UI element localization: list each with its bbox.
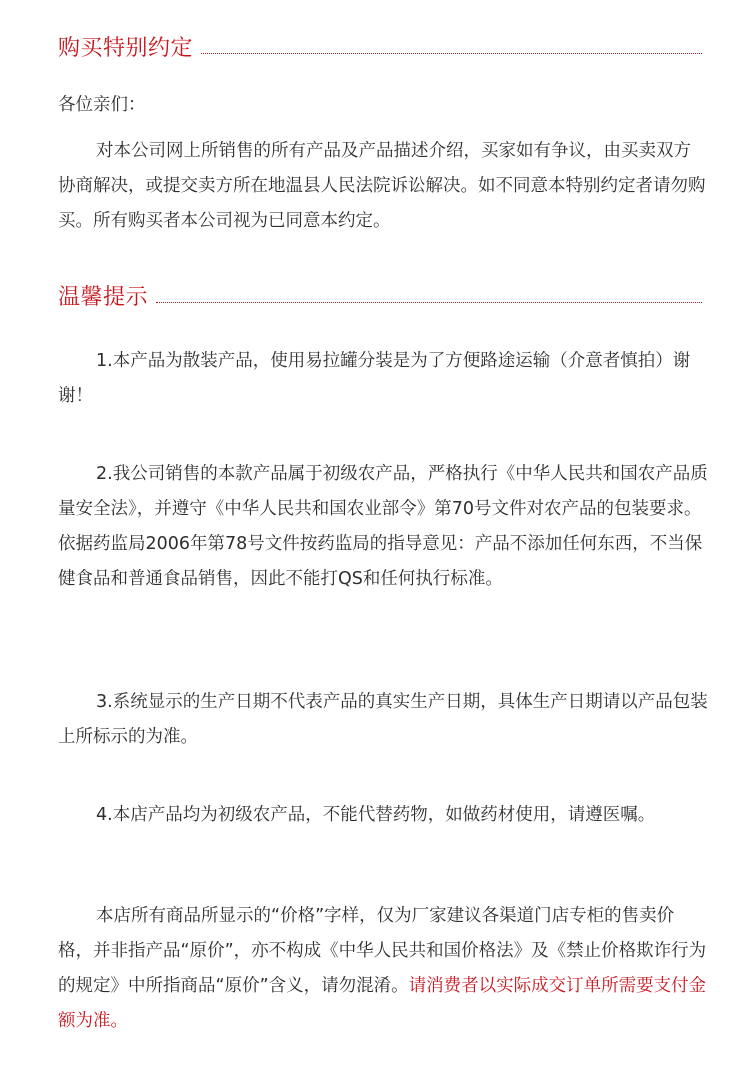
tips-header — [58, 283, 702, 313]
price-note-emphasis: 请消费者以实际成交订单所需要支付金额为准。 — [58, 976, 707, 1031]
tip-item-3: 3.系统显示的生产日期不代表产品的真实生产日期，具体生产日期请以产品包装上所标示的为准。 — [58, 692, 708, 747]
tip-item-4: 4.本店产品均为初级农产品，不能代替药物，如做药材使用，请遵医嘱。 — [96, 805, 656, 825]
tip-item-2: 2.我公司销售的本款产品属于初级农产品，严格执行《中华人民共和国农产品质量安全法》，并遵守《中华人民共和国农业部令》第70号文件对农产品的包装要求。依据药监局2006年第78号文件按药监局的指导意见：产品不添加任何东西，不当保健食品和普通食品销售，因此不能打QS和任何执行标准。 — [58, 464, 708, 589]
greeting-text: 各位亲们： — [58, 95, 146, 115]
section-divider — [201, 53, 702, 54]
purchase-agreement-title: 购买特别约定 — [58, 36, 194, 61]
purchase-agreement-header — [58, 34, 702, 64]
tip-item-1: 1.本产品为散装产品，使用易拉罐分装是为了方便路途运输（介意者慎拍）谢谢！ — [58, 351, 691, 406]
purchase-agreement-body: 对本公司网上所销售的所有产品及产品描述介绍，买家如有争议，由买卖双方协商解决，或提交卖方所在地温县人民法院诉讼解决。如不同意本特别约定者请勿购买。所有购买者本公司视为已同意本约定。 — [58, 141, 706, 231]
price-note-text: 本店所有商品所显示的“价格”字样，仅为厂家建议各渠道门店专柜的售卖价格，并非指产品“原价”，亦不构成《中华人民共和国价格法》及《禁止价格欺诈行为的规定》中所指商品“原价”含义，请勿混淆。 — [58, 906, 707, 996]
section-divider — [156, 302, 702, 303]
price-note — [58, 899, 708, 1039]
tips-title: 温馨提示 — [58, 285, 149, 310]
